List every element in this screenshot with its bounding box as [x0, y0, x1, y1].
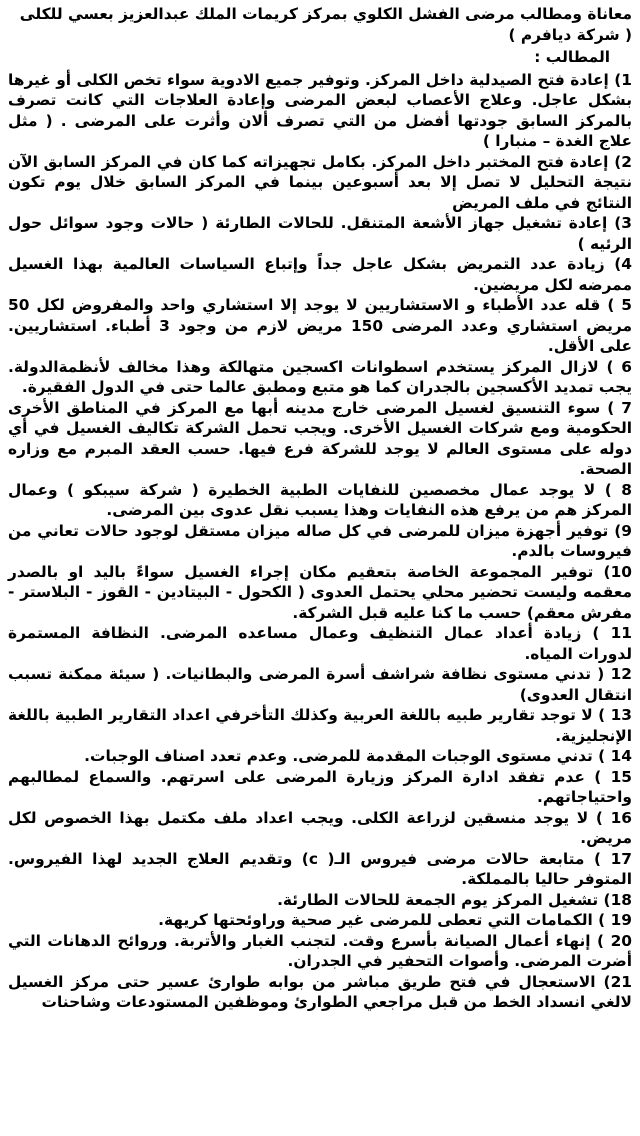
demand-text: قله عدد الأطباء و الاستشاريين لا يوجد إلا استشاري واحد والمفروض لكل 50 مريض استشاري وعدد المرضى 150 مريض لازم من وجود 3 أطباء. استشاريين. على الأقل. [8, 296, 632, 355]
demand-text: توفير المجموعة الخاصة بتعقيم مكان إجراء الغسيل سواءً باليد او بالصدر معقمه وليست تحضير محلي يحتمل العدوى ( الكحول - البيتادين - القوز - البلاستر - مفرش معقم) حسب ما كنا عليه قبل الشركة. [8, 562, 632, 622]
demand-text: لازال المركز يستخدم اسطوانات اكسجين متهالكة وهذا مخالف لأنظمةالدولة. يجب تمديد الأكسجين بالجدران كما هو متبع ومطبق عالما حتى في الدول الفقيرة. [8, 357, 632, 396]
demand-text: سوء التنسيق لغسيل المرضى خارج مدينه أبها مع المركز في المناطق الأخرى الحكومية ومع شركات الغسيل الأخرى. ويجب تحمل الشركة تكاليف الغسيل في أي دوله على مستوى العالم لا يوجد للشركة فرع فيها. حسب العقد المبرم مع وزاره الصحة. [8, 398, 632, 478]
demand-item [8, 972, 632, 1013]
demand-text: إعادة فتح المختبر داخل المركز. بكامل تجهيزاته كما كان في المركز السابق الآن نتيجة التحليل لا تصل إلا بعد أسبوعين بينما في المركز السابق خلال يوم تكون النتائج في ملف المريض [8, 152, 632, 212]
demand-text: الاستعجال في فتح طريق مباشر من بوابه طوارئ عسير حتى مركز الغسيل لالغي انسداد الخط من قبل مراجعي الطوارئ وموظفين المستودعات وشاحنات [8, 972, 632, 1011]
demand-item [8, 562, 632, 624]
demand-item [8, 890, 632, 911]
demand-item [8, 521, 632, 562]
document-title: معاناة ومطالب مرضى الفشل الكلوي بمركز كريمات الملك عبدالعزيز بعسي للكلى ( شركة ديافرم ) [19, 5, 632, 44]
demand-number: 12 ( [597, 665, 632, 683]
demand-item [8, 664, 632, 705]
demand-item [8, 808, 632, 849]
demand-number: 21) [603, 972, 632, 991]
demand-item [8, 398, 632, 480]
demand-number: 5 ) [607, 296, 632, 314]
demand-number: 3) [614, 214, 633, 232]
demand-number: 20 ) [597, 931, 632, 950]
demand-text: لا توجد تقارير طبيه باللغة العربية وكذلك التأخرفي اعداد التقارير الطبية باللغة الإنجليزية. [8, 706, 632, 745]
demand-text: زيادة أعداد عمال التنظيف وعمال مساعده المرضى. النظافة المستمرة لدورات المياه. [8, 624, 632, 663]
demand-text: إعادة فتح الصيدلية داخل المركز. وتوفير جميع الادوية سواء تخص الكلى أو غيرها بشكل عاجل. وعلاج الأعصاب لبعض المرضى وإعادة العلاجات التي كانت تصرف بالمركز السابق جودتها أفضل من التي تصرف ألان وأثرت على المرضى . ( مثل علاج الغدة – منبارا ) [8, 70, 632, 150]
demand-text: إعادة تشغيل جهاز الأشعة المتنقل. للحالات الطارئة ( حالات وجود سوائل حول الرئيه ) [8, 214, 632, 253]
demand-item [8, 70, 632, 152]
demand-item [8, 746, 632, 767]
demand-text: زيادة عدد التمريض بشكل عاجل جداً وإتباع السياسات العالمية بهذا الغسيل ممرضه لكل مريضين. [8, 255, 632, 294]
demand-text: لا يوجد منسقين لزراعة الكلى. ويجب اعداد ملف مكتمل بهذا الخصوص لكل مريض. [8, 808, 632, 847]
demand-text: عدم تفقد ادارة المركز وزيارة المرضى على اسرتهم. والسماع لمطالبهم واحتياجاتهم. [8, 767, 632, 806]
demand-item [8, 623, 632, 664]
demand-number: 4) [614, 255, 633, 273]
demand-item [8, 213, 632, 254]
demand-text: تدني مستوى الوجبات المقدمة للمرضى. وعدم تعدد اصناف الوجبات. [84, 747, 593, 765]
demand-number: 18) [603, 890, 632, 909]
demand-number: 8 ) [604, 480, 632, 499]
demands-list [8, 70, 632, 1013]
demand-item [8, 705, 632, 746]
demand-number: 7 ) [607, 398, 632, 417]
demand-item [8, 910, 632, 931]
demand-item [8, 931, 632, 972]
demand-number: 19 ) [598, 911, 632, 929]
demand-item [8, 357, 632, 398]
demand-number: 14 ) [598, 747, 632, 765]
demand-number: 15 ) [594, 767, 632, 786]
demand-text: إنهاء أعمال الصيانة بأسرع وقت. لتجنب الغبار والأتربة. وروائح الدهانات التي أضرت المرضى. وأصوات التحفير في الجدران. [8, 931, 632, 970]
demand-item [8, 295, 632, 357]
demand-item [8, 152, 632, 214]
demand-number: 13 ) [598, 706, 632, 724]
demand-number: 2) [614, 152, 633, 171]
demand-number: 9) [614, 521, 632, 540]
demand-number: 17 ) [593, 849, 632, 868]
demand-number: 11 ) [592, 624, 632, 642]
demand-number: 10) [603, 562, 633, 581]
demand-text: توفير أجهزة ميزان للمرضى في كل صاله ميزان مستقل لوجود حالات تعاني من فيروسات بالدم. [8, 521, 632, 560]
demand-item [8, 480, 632, 521]
demand-number: 1) [614, 70, 632, 89]
demand-item [8, 849, 632, 890]
demand-text: تشغيل المركز يوم الجمعة للحالات الطارئة. [277, 890, 599, 909]
demand-text: الكمامات التي تعطى للمرضى غير صحية وراوئحتها كريهة. [158, 911, 593, 929]
demand-text: متابعة حالات مرضى فيروس الـ( c) وتقديم العلاج الجديد لهذا الفيروس. المتوفر حاليا بالمملكة. [8, 849, 632, 888]
demand-item [8, 254, 632, 295]
demand-number: 6 ) [606, 357, 632, 376]
demand-item [8, 767, 632, 808]
demand-text: تدني مستوى نظافة شراشف أسرة المرضى والبطانيات. ( سيئة ممكنة تسبب انتقال العدوى) [8, 665, 632, 704]
demand-number: 16 ) [595, 808, 633, 827]
demand-text: لا يوجد عمال مخصصين للنفايات الطبية الخطيرة ( شركة سيبكو ) وعمال المركز هم من يرفع هذه النفايات وهذا يسبب نقل عدوى بين المرضى. [8, 480, 632, 519]
demands-heading: المطالب : [534, 48, 610, 66]
